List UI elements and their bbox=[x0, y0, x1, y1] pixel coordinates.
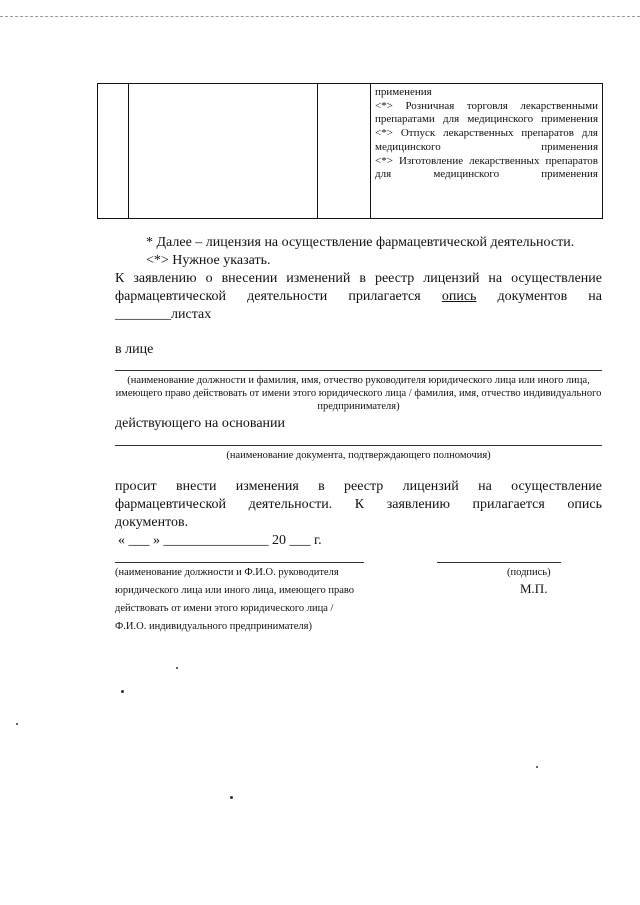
stamp-label: М.П. bbox=[520, 581, 548, 596]
signature-line bbox=[437, 562, 561, 563]
table-row bbox=[98, 84, 603, 219]
attachment-line-3 bbox=[115, 306, 211, 324]
position-hint-line-1: (наименование должности и Ф.И.О. руководителя bbox=[115, 567, 339, 578]
scan-speck bbox=[536, 766, 538, 768]
in-person-label: в лице bbox=[115, 342, 154, 357]
page-top-edge bbox=[0, 16, 640, 17]
activities-list bbox=[371, 84, 602, 182]
activity-item: применения bbox=[375, 86, 432, 98]
authority-document-hint: (наименование документа, подтверждающего полномочия) bbox=[226, 450, 491, 461]
sheets-count-blank: ________ bbox=[115, 307, 171, 322]
date-day: ___ bbox=[128, 533, 150, 548]
position-name-line bbox=[115, 562, 364, 563]
activity-item: <*> Отпуск лекарственных препаратов для медицинского применения bbox=[375, 127, 598, 153]
table-cell-number bbox=[98, 84, 129, 219]
position-hint-line-2: юридического лица или иного лица, имеющего право bbox=[115, 585, 355, 596]
request-line-1: просит внести изменения в реестр лицензий на осуществление bbox=[115, 479, 602, 494]
attachment-text: фармацевтической деятельности прилагается bbox=[115, 289, 421, 304]
footnote-asterisk: * Далее – лицензия на осуществление фармацевтической деятельности. bbox=[146, 235, 575, 250]
date-line bbox=[118, 532, 322, 550]
date-year-prefix: 20 bbox=[272, 533, 286, 548]
position-hint-line-3: действовать от имени этого юридического лица / bbox=[115, 603, 334, 614]
table-cell-activities bbox=[371, 84, 603, 219]
attachment-text: документов на bbox=[497, 289, 603, 304]
scan-speck bbox=[16, 723, 18, 725]
table-cell-name bbox=[129, 84, 318, 219]
date-quote-close: » bbox=[153, 533, 160, 548]
scan-speck bbox=[121, 690, 124, 693]
date-quote-open: « bbox=[118, 533, 125, 548]
inventory-link: опись bbox=[441, 289, 477, 304]
activity-item: <*> Изготовление лекарственных препаратов для медицинского применения bbox=[375, 154, 598, 181]
authority-document-line bbox=[115, 445, 602, 446]
position-hint-line-4: Ф.И.О. индивидуального предпринимателя) bbox=[115, 621, 312, 632]
request-line-3: документов. bbox=[115, 515, 189, 530]
scan-speck bbox=[230, 796, 233, 799]
sheets-label: листах bbox=[171, 307, 212, 322]
footnote-specify: <*> Нужное указать. bbox=[146, 253, 271, 268]
activity-item: <*> Розничная торговля лекарственными препаратами для медицинского применения bbox=[375, 99, 598, 126]
representative-hint: (наименование должности и фамилия, имя, отчество руководителя юридического лица или иного лица, имеющего право действовать от имени этого юридического лица / фамилия, имя, отчество индивидуального предпринимателя) bbox=[115, 375, 602, 412]
attachment-line-1: К заявлению о внесении изменений в реестр лицензий на осуществление bbox=[115, 271, 602, 286]
date-month: _______________ bbox=[163, 533, 269, 548]
scan-speck bbox=[176, 667, 178, 669]
acting-on-basis-label: действующего на основании bbox=[115, 416, 286, 431]
date-suffix: г. bbox=[314, 533, 322, 548]
signature-hint: (подпись) bbox=[507, 567, 551, 578]
request-line-2: фармацевтической деятельности. К заявлению прилагается опись bbox=[115, 497, 602, 512]
license-activities-table bbox=[97, 83, 603, 219]
date-year: ___ bbox=[289, 533, 311, 548]
representative-name-line bbox=[115, 370, 602, 371]
attachment-line-2 bbox=[115, 288, 602, 306]
table-cell-address bbox=[318, 84, 371, 219]
